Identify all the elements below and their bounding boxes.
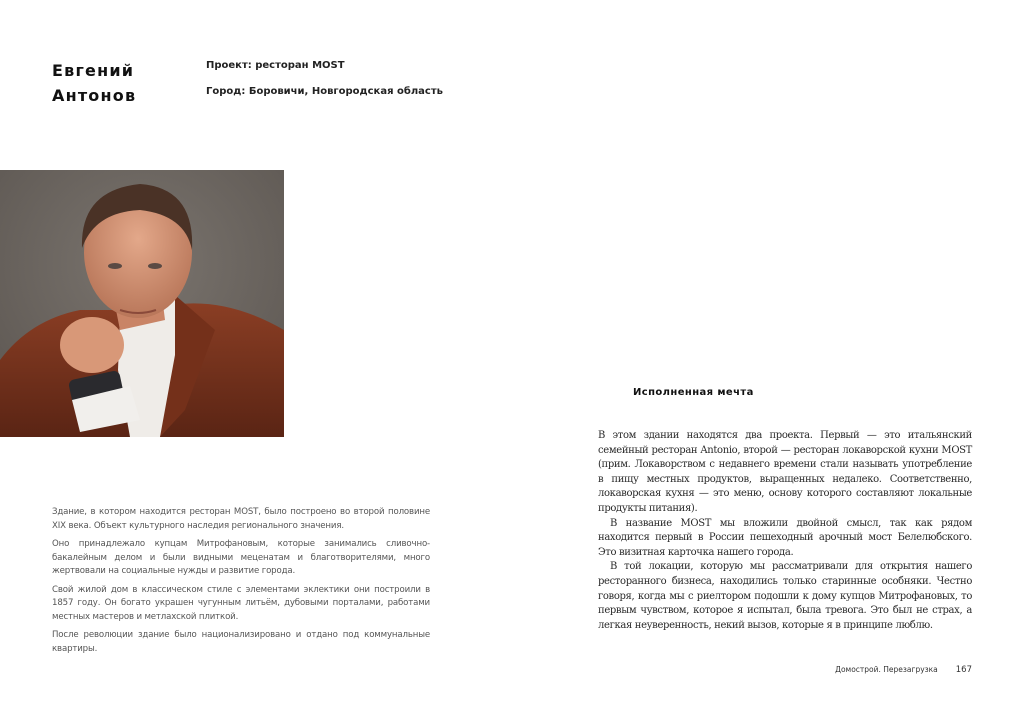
publication-title: Домострой. Перезагрузка <box>835 665 938 674</box>
project-label: Проект: ресторан MOST <box>206 60 345 71</box>
right-paragraph: В этом здании находятся два проекта. Первый — это итальянский семейный ресторан Antonio, второй — ресторан локаворской кухни MOST (прим. Локаворством с недавнего времени стали называть употребление в пищу местных продуктов, выращенных недалеко. Соответственно, локаворская кухня — это меню, основу которого составляют локальные продукты питания). <box>598 430 972 514</box>
project-meta <box>206 59 443 111</box>
right-paragraph: В название MOST мы вложили двойной смысл, так как рядом находится первый в России пешеходный арочный мост Белелюбского. Это визитная карточка нашего города. <box>598 517 972 558</box>
left-paragraph: После революции здание было национализировано и отдано под коммунальные квартиры. <box>52 630 430 654</box>
left-paragraph: Здание, в котором находится ресторан MOST, было построено во второй половине XIX века. Объект культурного наследия регионального значения. <box>52 507 430 531</box>
person-first-name: Евгений <box>52 61 135 80</box>
left-paragraph: Свой жилой дом в классическом стиле с элементами эклектики они построили в 1857 году. Он богато украшен чугунным литьём, дубовыми порталами, работами местных мастеров и метлахской плиткой. <box>52 584 430 622</box>
page-number: 167 <box>955 665 972 675</box>
section-heading: Исполненная мечта <box>633 387 754 398</box>
left-paragraph: Оно принадлежало купцам Митрофановым, которые занимались сливочно-бакалейным делом и были видными меценатам и благотворителями, много жертвовали на социальные нужды и развитие города. <box>52 539 430 576</box>
person-name <box>52 58 136 108</box>
portrait-illustration <box>0 170 284 437</box>
person-last-name: Антонов <box>52 86 137 105</box>
portrait-photo <box>0 170 284 437</box>
right-paragraph: В той локации, которую мы рассматривали для открытия нашего ресторанного бизнеса, находились только старинные особняки. Честно говоря, когда мы с риелтором подошли к дому купцов Митрофановых, то первым чувством, которое я испытал, была тревога. Это был не страх, а легкая неуверенность, некий вызов, которые я в принципе люблю. <box>598 561 972 631</box>
city-label: Город: Боровичи, Новгородская область <box>206 86 443 97</box>
building-history-text <box>52 506 430 661</box>
interview-text <box>598 429 972 633</box>
page-footer <box>835 665 972 675</box>
